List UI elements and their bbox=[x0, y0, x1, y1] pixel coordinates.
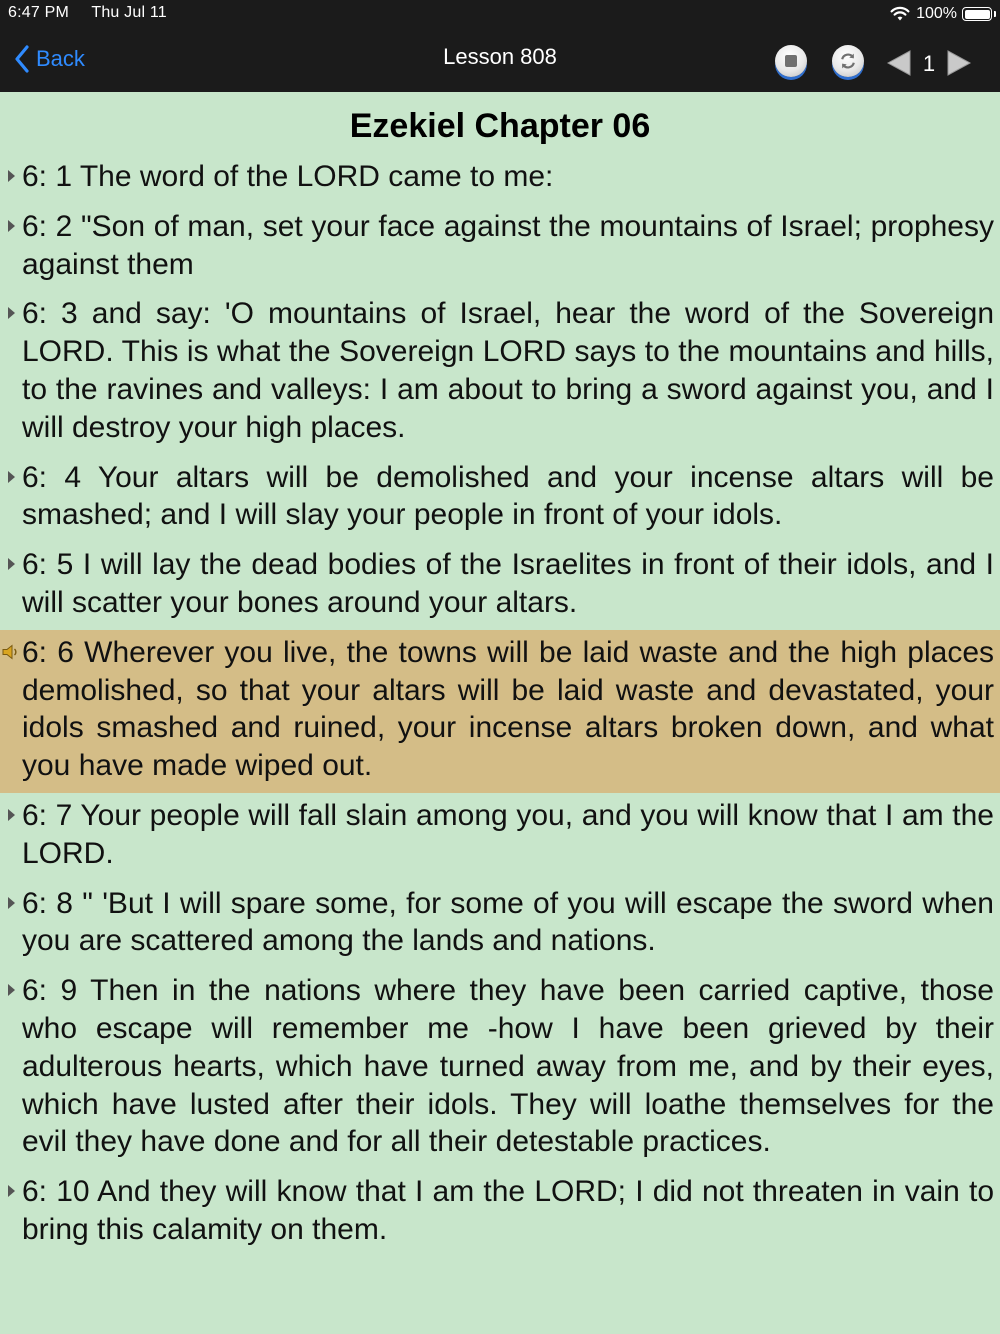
triangle-right-icon bbox=[8, 471, 15, 483]
chevron-left-icon bbox=[14, 45, 30, 73]
triangle-right-icon bbox=[8, 897, 15, 909]
top-bar bbox=[0, 0, 1000, 92]
page-number: 1 bbox=[922, 51, 936, 76]
back-label: Back bbox=[36, 46, 85, 71]
verse-item[interactable] bbox=[0, 291, 1000, 454]
verse-text: 6: 5 I will lay the dead bodies of the Israelites in front of their idols, and I will scatter your bones around your altars. bbox=[22, 548, 994, 619]
prev-arrow-icon[interactable] bbox=[886, 49, 912, 77]
verse-item[interactable] bbox=[0, 881, 1000, 969]
triangle-right-icon bbox=[8, 1185, 15, 1197]
chapter-title: Ezekiel Chapter 06 bbox=[349, 107, 651, 145]
verse-text: 6: 7 Your people will fall slain among you, and you will know that I am the LORD. bbox=[22, 798, 994, 870]
speaker-icon bbox=[2, 644, 20, 660]
verse-text: 6: 4 Your altars will be demolished and your incense altars will be smashed; and I will slay your people in front of your idols. bbox=[22, 460, 994, 532]
triangle-right-icon bbox=[8, 984, 15, 996]
status-bar-right bbox=[890, 3, 992, 25]
verse-item[interactable] bbox=[0, 204, 1000, 292]
triangle-right-icon bbox=[8, 558, 15, 570]
verse-text: 6: 8 " 'But I will spare some, for some of you will escape the sword when you are scattered among the lands and nations. bbox=[22, 886, 994, 958]
verse-item[interactable] bbox=[0, 968, 1000, 1169]
verse-text: 6: 2 "Son of man, set your face against the mountains of Israel; prophesy against them bbox=[22, 209, 994, 281]
battery-icon bbox=[962, 7, 992, 21]
status-bar-left bbox=[8, 4, 185, 22]
verse-item-playing[interactable] bbox=[0, 630, 1000, 793]
verse-item[interactable] bbox=[0, 1169, 1000, 1257]
back-button[interactable] bbox=[14, 42, 85, 76]
verse-item[interactable] bbox=[0, 154, 1000, 204]
verse-text: 6: 6 Wherever you live, the towns will be laid waste and the high places demolished, so that your altars will be laid waste and devastated, your idols smashed and ruined, your incense altars broken down, and what you have made wiped out. bbox=[22, 635, 994, 783]
stop-button[interactable] bbox=[775, 45, 807, 77]
verse-text: 6: 3 and say: 'O mountains of Israel, hear the word of the Sovereign LORD. This is what the Sovereign LORD says to the mountains and hills, to the ravines and valleys: I am about to bring a sword against you, and I will destroy your high places. bbox=[22, 297, 994, 444]
status-time: 6:47 PM bbox=[8, 4, 69, 21]
verse-text: 6: 10 And they will know that I am the LORD; I did not threaten in vain to bring this calamity on them. bbox=[22, 1175, 994, 1246]
battery-percent: 100% bbox=[916, 5, 957, 22]
verse-item[interactable] bbox=[0, 793, 1000, 881]
stop-icon bbox=[785, 55, 797, 67]
lesson-title: Lesson 808 bbox=[443, 44, 557, 69]
verse-item[interactable] bbox=[0, 455, 1000, 543]
triangle-right-icon bbox=[8, 809, 15, 821]
next-arrow-icon[interactable] bbox=[946, 49, 972, 77]
verse-item[interactable] bbox=[0, 542, 1000, 630]
triangle-right-icon bbox=[8, 220, 15, 232]
wifi-icon bbox=[890, 6, 910, 22]
refresh-icon bbox=[838, 51, 858, 71]
refresh-button[interactable] bbox=[832, 45, 864, 77]
verse-text: 6: 9 Then in the nations where they have been carried captive, those who escape will remember me -how I have been grieved by their adulterous hearts, which have turned away from me, and by their eyes, which have lusted after their idols. They will loathe themselves for the evil they have done and for all their detestable practices. bbox=[22, 974, 994, 1159]
verse-text: 6: 1 The word of the LORD came to me: bbox=[22, 160, 554, 193]
triangle-right-icon bbox=[8, 170, 15, 182]
triangle-right-icon bbox=[8, 307, 15, 319]
status-date: Thu Jul 11 bbox=[91, 4, 167, 21]
chapter-content bbox=[0, 92, 1000, 1257]
